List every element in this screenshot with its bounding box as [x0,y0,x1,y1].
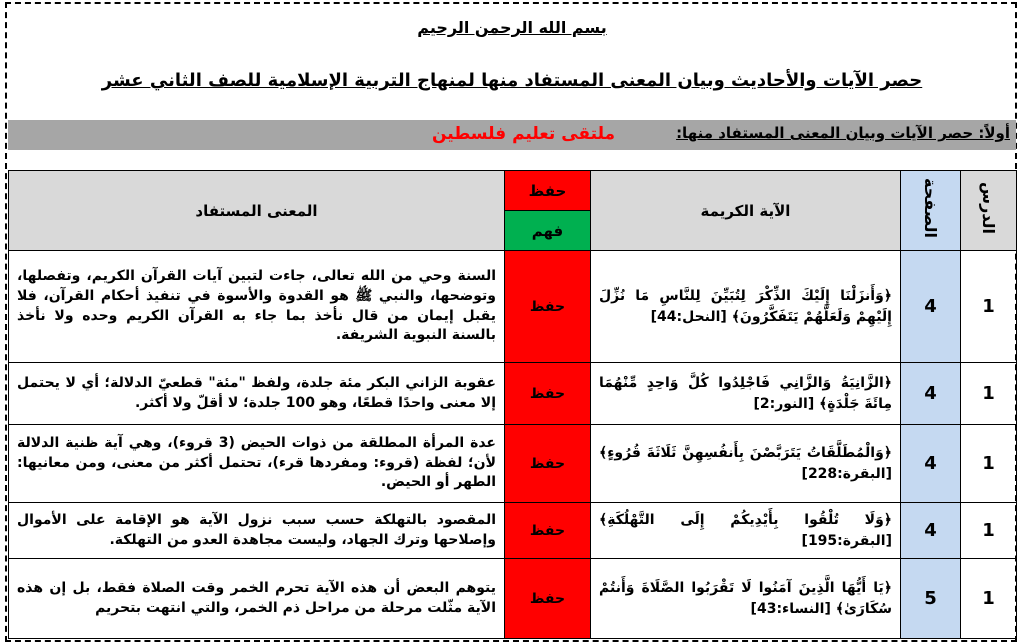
header-meaning: المعنى المستفاد [9,171,505,251]
header-memorize: حفظ [505,171,591,211]
forum-name: ملتقى تعليم فلسطين [432,124,616,144]
header-ayah: الآية الكريمة [591,171,901,251]
status-cell: حفظ [505,363,591,425]
lesson-cell: 1 [961,363,1017,425]
table-row [9,503,1017,559]
ayah-cell: ﴿وَلَا تُلْقُوا بِأَيْدِيكُمْ إِلَى التَّهْلُكَةِ﴾ [البقرة:195] [591,503,901,559]
lesson-cell: 1 [961,559,1017,639]
table-row [9,425,1017,503]
status-cell: حفظ [505,503,591,559]
header-page: الصفحة [901,171,961,251]
page-cell: 4 [901,503,961,559]
ayah-cell: ﴿وَأَنزَلْنَا إِلَيْكَ الذِّكْرَ لِتُبَيِّنَ لِلنَّاسِ مَا نُزِّلَ إِلَيْهِمْ وَلَعَلَّهُمْ يَتَفَكَّرُونَ﴾ [النحل:44] [591,251,901,363]
basmala-heading: بسم الله الرحمن الرحيم [417,18,607,37]
status-cell: حفظ [505,425,591,503]
meaning-cell: عقوبة الزاني البكر مئة جلدة، ولفظ "مئة" قطعيّ الدلالة؛ أي لا يحتمل إلا معنى واحدًا قطعًا، وهو 100 جلدة؛ لا أقلّ ولا أكثر. [9,363,505,425]
status-cell: حفظ [505,559,591,639]
meaning-cell: عدة المرأة المطلقة من ذوات الحيض (3 قروء)، وهي آية ظنية الدلالة لأن؛ لفظة (قروء: ومفردها قرء)، تحتمل أكثر من معنى، ومن معانيها: الطهر أو الحيض. [9,425,505,503]
section-heading: أولاً: حصر الآيات وبيان المعنى المستفاد منها: [676,124,1010,142]
table-row [9,251,1017,363]
meaning-cell: السنة وحي من الله تعالى، جاءت لتبين آيات القرآن الكريم، وتفصلها، وتوضحها، والنبي ﷺ هو القدوة والأسوة في تنفيذ أحكام القرآن، فلا يقبل إيمان من قال نأخذ بما جاء به القرآن الكريم وحده ولا نأخذ بالسنة النبوية الشريفة. [9,251,505,363]
document-title: حصر الآيات والأحاديث وبيان المعنى المستفاد منها لمنهاج التربية الإسلامية للصف الثاني عشر [101,70,923,91]
meaning-cell: يتوهم البعض أن هذه الآية تحرم الخمر وقت الصلاة فقط، بل إن هذه الآية مثّلت مرحلة من مراحل ذم الخمر، والتي انتهت بتحريم [9,559,505,639]
header-understand: فهم [505,211,591,251]
ayah-cell: ﴿يَا أَيُّهَا الَّذِينَ آمَنُوا لَا تَقْرَبُوا الصَّلَاةَ وَأَنتُمْ سُكَارَىٰ﴾ [النساء:43] [591,559,901,639]
ayah-cell: ﴿الزَّانِيَةُ وَالزَّانِي فَاجْلِدُوا كُلَّ وَاحِدٍ مِّنْهُمَا مِائَةَ جَلْدَةٍ﴾ [النور:2] [591,363,901,425]
lesson-cell: 1 [961,251,1017,363]
page-cell: 4 [901,363,961,425]
page-cell: 4 [901,251,961,363]
status-cell: حفظ [505,251,591,363]
ayah-cell: ﴿وَالْمُطَلَّقَاتُ يَتَرَبَّصْنَ بِأَنفُسِهِنَّ ثَلَاثَةَ قُرُوءٍ﴾ [البقرة:228] [591,425,901,503]
ayat-table [8,170,1017,639]
table-row [9,559,1017,639]
page-cell: 4 [901,425,961,503]
page-cell: 5 [901,559,961,639]
meaning-cell: المقصود بالتهلكة حسب سبب نزول الآية هو الإقامة على الأموال وإصلاحها وترك الجهاد، وليست مجاهدة العدو من التهلكة. [9,503,505,559]
lesson-cell: 1 [961,503,1017,559]
table-row [9,363,1017,425]
header-lesson: الدرس [961,171,1017,251]
lesson-cell: 1 [961,425,1017,503]
